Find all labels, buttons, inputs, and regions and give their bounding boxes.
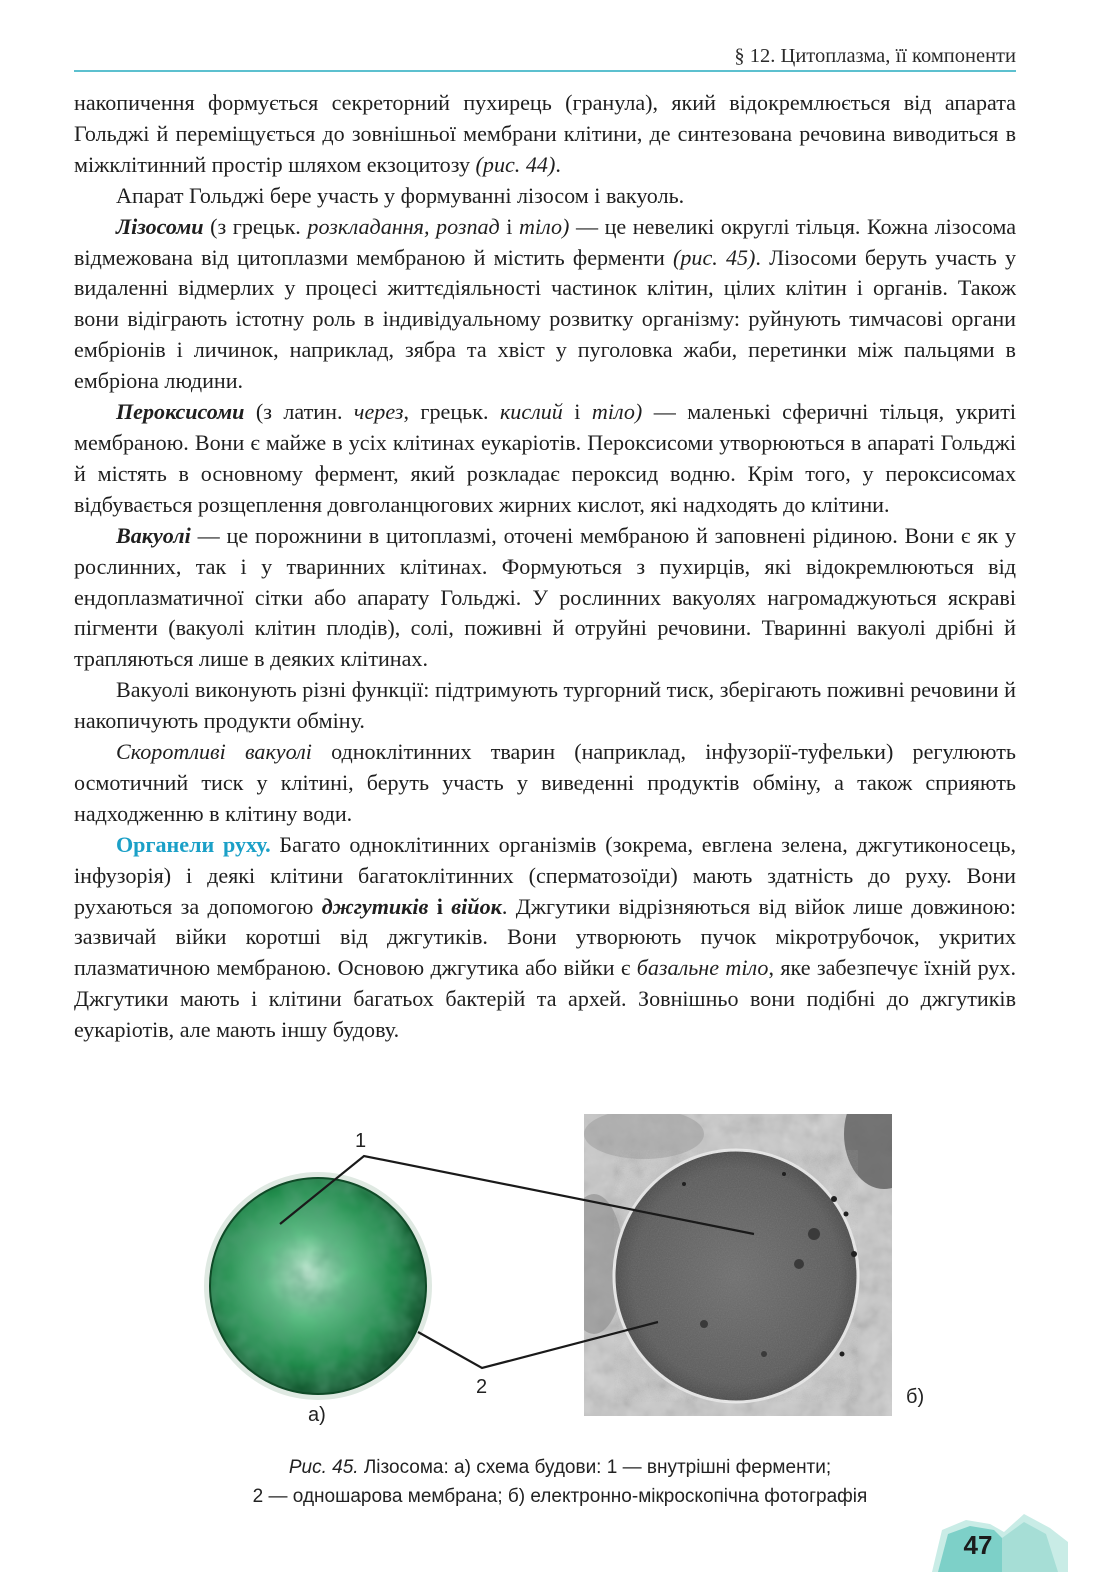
term-lysosomes: Лізосоми xyxy=(116,213,204,239)
page-header xyxy=(74,44,1016,72)
paragraph-motility-organelles: Органели руху. Багато одноклітинних організмів (зокрема, евглена зелена, джгутиконосець, інфузорія) і деякі клітини багатоклітинних (сперматозоїди) мають здатність до руху. Вони рухаються за допомогою джгутиків і війок. Джгутики відрізняються від війок лише довжиною: зазвичай війки коротші від джгутиків. Вони утворюють пучок мікротрубочок, укритих плазматичною мембраною. Основою джгутика або війки є базальне тіло, яке забезпечує їхній рух. Джгутики мають і клітини багатьох бактерій та архей. Зовнішньо вони подібні до джгутиків еукаріотів, але мають іншу будову. xyxy=(74,831,1017,1043)
paragraph-1: накопичення формується секреторний пухирець (гранула), який відокремлюється від апарата Гольджі й переміщується до зовнішньої мембрани клітини, де синтезована речовина виводиться в міжклітинний простір шляхом екзоцитозу (рис. 44). xyxy=(74,90,1016,177)
caption-line-2: 2 — одношарова мембрана; б) електронно-мікроскопічна фотографія xyxy=(252,1486,868,1507)
term-contractile-vacuoles: Скоротливі вакуолі xyxy=(116,739,312,765)
figure-caption xyxy=(110,1453,1010,1511)
page-number-badge xyxy=(918,1508,1068,1572)
paragraph-peroxisomes: Пероксисоми (з латин. через, грецьк. кислий і тіло) — маленькі сферичні тільця, укриті мембраною. Вони є майже в усіх клітинах еукаріотів. Пероксисоми утворюються в апараті Гольджі й містять в основному фермент, який розкладає пероксид водню. Крім того, у пероксисомах відбувається розщеплення довголанцюгових жирних кислот, які надходять до клітини. xyxy=(74,399,1017,517)
figure-reference: (рис. 45) xyxy=(673,244,756,270)
label-a: а) xyxy=(308,1404,326,1426)
caption-fig-ref: Рис. 45. xyxy=(288,1457,359,1478)
paragraph-2: Апарат Гольджі бере участь у формуванні лізосом і вакуоль. xyxy=(116,182,685,208)
figure-reference: (рис. 44) xyxy=(475,151,556,177)
label-1: 1 xyxy=(355,1130,367,1152)
page-number: 47 xyxy=(963,1530,993,1560)
term-cilia: війок xyxy=(451,893,502,919)
label-b: б) xyxy=(906,1386,925,1408)
paragraph-vacuoles: Вакуолі — це порожнини в цитоплазмі, оточені мембраною й заповнені рідиною. Вони є як у рослинних, так і у тваринних клітинах. Формуються з пухирців, які відокремлюються від ендоплазматичної сітки або апарату Гольджі. У рослинних вакуолях нагромаджуються яскраві пігменти (вакуолі клітин плодів), солі, поживні й отруйні речовини. Тваринні вакуолі дрібні й трапляються лише в деяких клітинах. xyxy=(74,522,1016,672)
body-text xyxy=(74,88,1016,1046)
figure-45 xyxy=(196,1106,956,1424)
paragraph-lysosomes: Лізосоми (з грецьк. розкладання, розпад і тіло) — це невеликі округлі тільця. Кожна лізосома відмежована від цитоплазми мембраною й містить ферменти (рис. 45). Лізосоми беруть участь у видаленні відмерлих у процесі життєдіяльності частинок клітин, цілих клітин і органів. Також вони відіграють істотну роль в індивідуальному розвитку організму: руйнують тимчасові органи ембріонів і личинок, наприклад, зябра та хвіст у пуголовка жаби, перетинки між пальцями в ембріона людини. xyxy=(74,213,1017,394)
term-peroxisomes: Пероксисоми xyxy=(116,399,245,425)
paragraph-contractile-vacuoles: Скоротливі вакуолі одноклітинних тварин (наприклад, інфузорії-туфельки) регулюють осмотичний тиск у клітині, беруть участь у виведенні продуктів обміну, а також сприяють надходженню в клітину води. xyxy=(74,739,1016,826)
subheading-motility: Органели руху. xyxy=(116,831,271,857)
term-flagella: джгутиків xyxy=(321,893,429,919)
section-title: § 12. Цитоплазма, її компоненти xyxy=(734,45,1016,67)
term-vacuoles: Вакуолі xyxy=(116,522,191,548)
leader-lines xyxy=(196,1106,956,1424)
caption-line-1: Рис. 45. Лізосома: а) схема будови: 1 — внутрішні ферменти; xyxy=(288,1457,832,1478)
term-basal-body: базальне тіло xyxy=(636,955,769,981)
paragraph-vacuole-functions: Вакуолі виконують різні функції: підтримують тургорний тиск, зберігають поживні речовини й накопичують продукти обміну. xyxy=(74,677,1016,734)
label-2: 2 xyxy=(476,1376,488,1398)
